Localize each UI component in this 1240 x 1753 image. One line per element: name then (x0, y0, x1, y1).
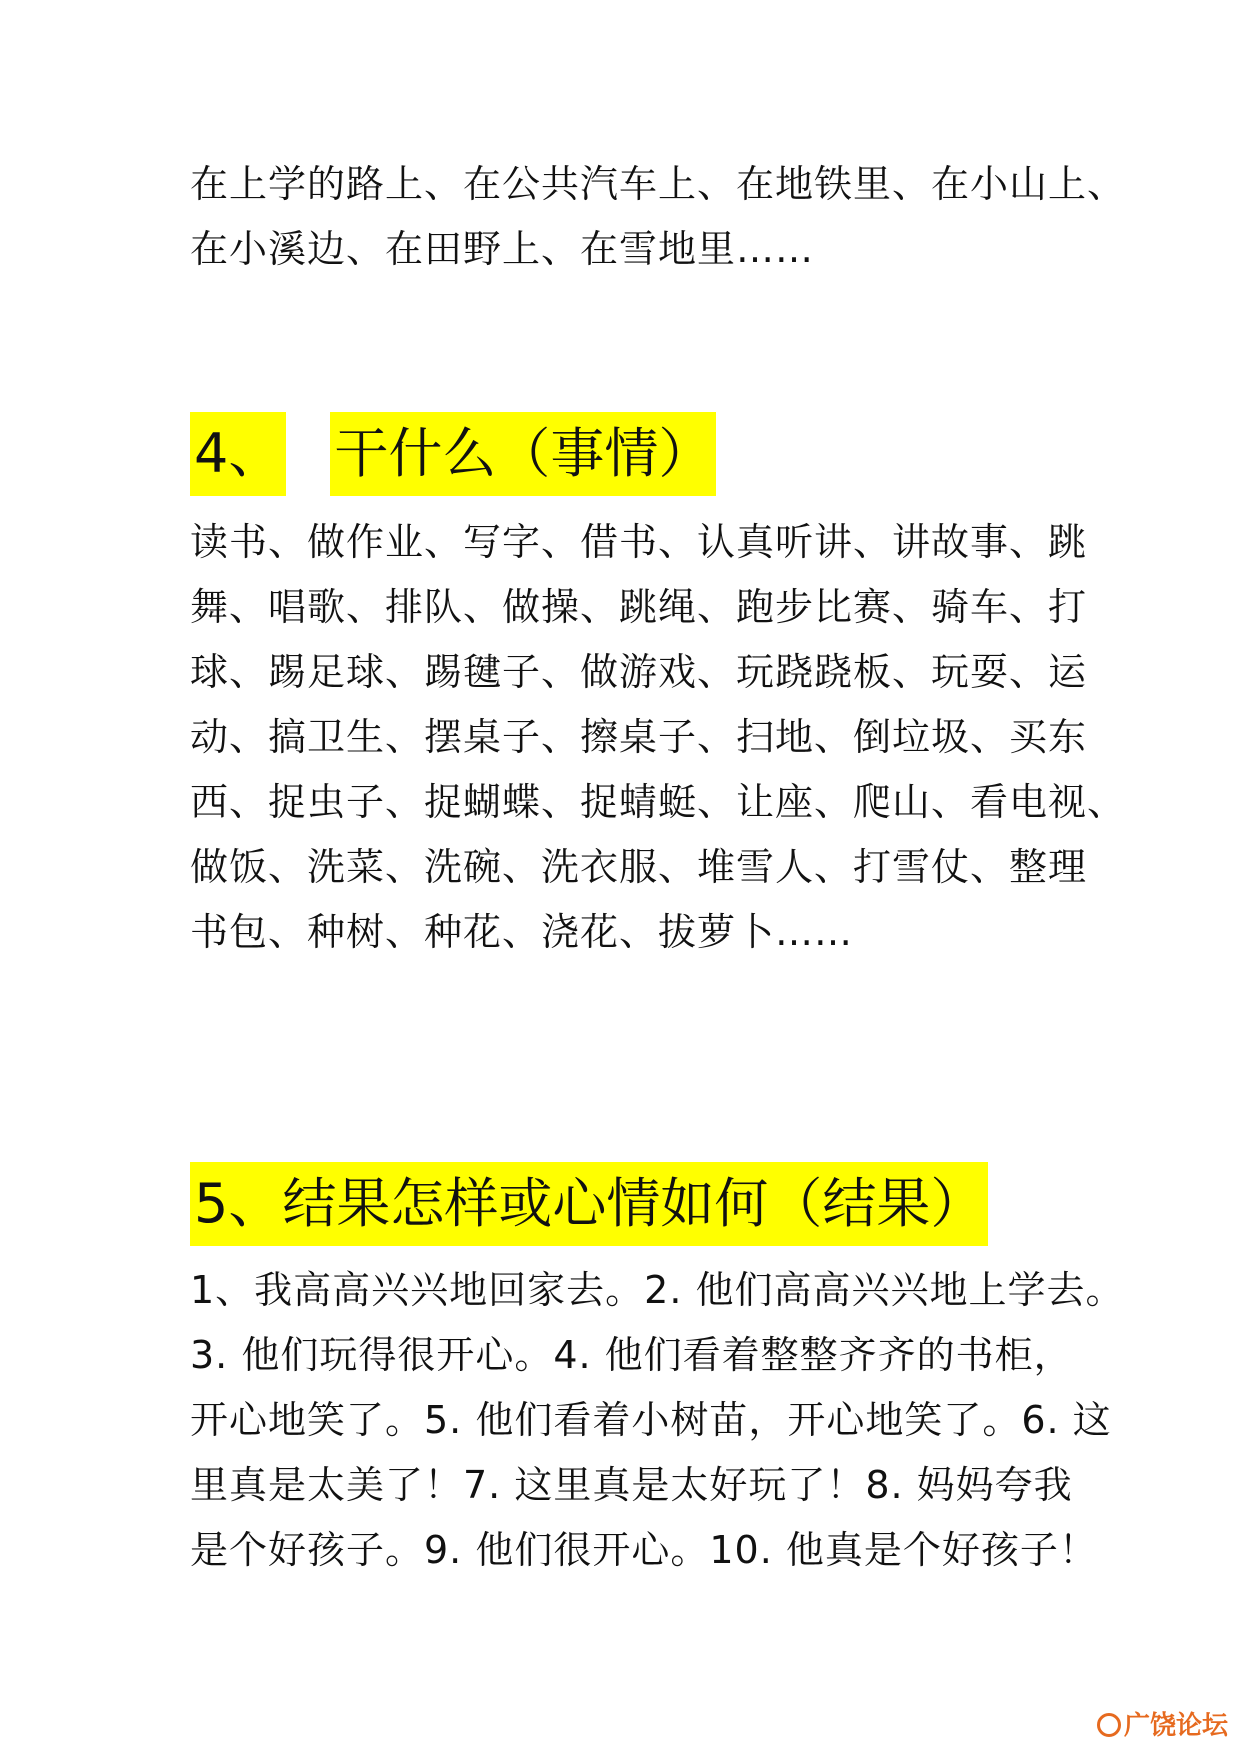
section5-heading (190, 1162, 988, 1246)
watermark-text: 广饶论坛 (1123, 1711, 1228, 1741)
section4-number: 4、 (190, 412, 286, 496)
text-line: 读书、做作业、写字、借书、认真听讲、讲故事、跳 (190, 520, 1088, 564)
text-line: 做饭、洗菜、洗碗、洗衣服、堆雪人、打雪仗、整理 (190, 845, 1088, 889)
text-line: 开心地笑了。5. 他们看着小树苗，开心地笑了。6. 这 (190, 1398, 1112, 1442)
section4-paragraph (190, 510, 1127, 965)
text-line: 动、搞卫生、摆桌子、擦桌子、扫地、倒垃圾、买东 (190, 715, 1088, 759)
section4-heading (190, 412, 716, 496)
text-line: 舞、唱歌、排队、做操、跳绳、跑步比赛、骑车、打 (190, 585, 1088, 629)
forum-logo-icon (1097, 1713, 1121, 1737)
watermark (1097, 1709, 1228, 1743)
section5-title: 5、结果怎样或心情如何（结果） (190, 1162, 988, 1246)
text-line: 1、我高高兴兴地回家去。2. 他们高高兴兴地上学去。 (190, 1268, 1125, 1312)
text-line: 3. 他们玩得很开心。4. 他们看着整整齐齐的书柜， (190, 1333, 1073, 1377)
text-line: 西、捉虫子、捉蝴蝶、捉蜻蜓、让座、爬山、看电视、 (190, 780, 1127, 824)
text-line: 书包、种树、种花、浇花、拔萝卜…… (190, 910, 854, 954)
section5-paragraph (190, 1258, 1125, 1583)
text-line: 在上学的路上、在公共汽车上、在地铁里、在小山上、 (190, 162, 1127, 206)
section3-paragraph (190, 152, 1127, 282)
text-line: 里真是太美了！7. 这里真是太好玩了！8. 妈妈夸我 (190, 1463, 1073, 1507)
text-line: 球、踢足球、踢毽子、做游戏、玩跷跷板、玩耍、运 (190, 650, 1088, 694)
text-line: 是个好孩子。9. 他们很开心。10. 他真是个好孩子！ (190, 1528, 1098, 1572)
text-line: 在小溪边、在田野上、在雪地里…… (190, 227, 815, 271)
section4-title: 干什么（事情） (330, 412, 716, 496)
